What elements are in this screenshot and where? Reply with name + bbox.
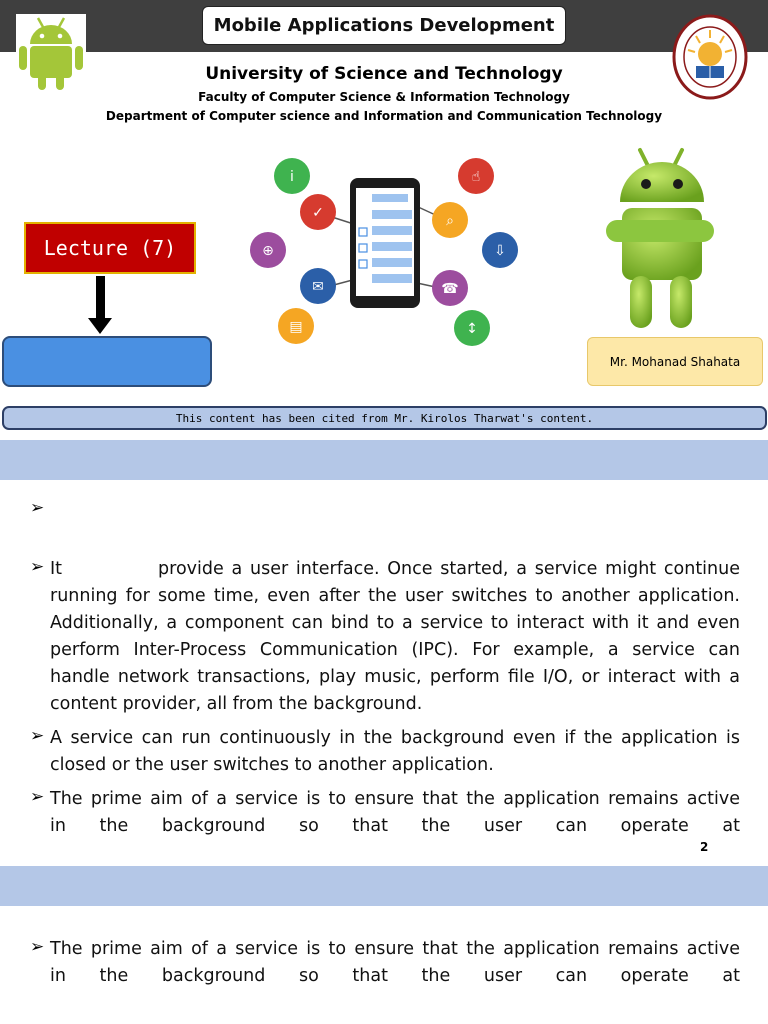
bullet-text: perform Inter-Process Communication (IPC). For example, a service can bbox=[50, 640, 740, 660]
svg-text:⊕: ⊕ bbox=[262, 243, 274, 259]
bullet-text: at bbox=[722, 966, 740, 986]
svg-text:▤: ▤ bbox=[289, 319, 303, 335]
bullet-text: in the background so that the user can operate bbox=[50, 816, 689, 836]
lecture-label: Lecture (7) bbox=[24, 222, 196, 274]
bullet-text: at bbox=[722, 816, 740, 836]
bullet-text: running for some time, even after the user switches to another application. bbox=[50, 586, 740, 606]
citation-note: This content has been cited from Mr. Kirolos Tharwat's content. bbox=[2, 406, 767, 430]
bullet-arrow-icon: ➢ bbox=[30, 787, 45, 807]
bullet-arrow-icon: ➢ bbox=[30, 726, 45, 746]
svg-text:✓: ✓ bbox=[312, 205, 324, 221]
svg-text:☝: ☝ bbox=[471, 169, 481, 185]
department-name: Department of Computer science and Information and Communication Technology bbox=[105, 109, 663, 123]
page-number: 2 bbox=[700, 840, 709, 854]
svg-text:⇩: ⇩ bbox=[494, 243, 506, 259]
arrow-down-icon bbox=[96, 276, 105, 322]
bullet-paragraph-3 bbox=[50, 786, 740, 840]
bullet-text: It bbox=[50, 559, 63, 579]
svg-text:⌕: ⌕ bbox=[446, 213, 454, 229]
course-title: Mobile Applications Development bbox=[202, 6, 566, 45]
bullet-paragraph-3-repeat bbox=[50, 936, 740, 990]
author-name: Mr. Mohanad Shahata bbox=[587, 337, 763, 386]
bullet-text: in the background so that the user can operate bbox=[50, 966, 689, 986]
bullet-text: provide a user interface. Once started, a service might continue bbox=[158, 559, 740, 579]
bullet-text: Additionally, a component can bind to a service to interact with it and even bbox=[50, 613, 740, 633]
topic-box bbox=[2, 336, 212, 387]
faculty-name: Faculty of Computer Science & Information Technology bbox=[198, 90, 570, 104]
bullet-text: closed or the user switches to another application. bbox=[50, 755, 494, 775]
bullet-text: handle network transactions, play music, perform file I/O, or interact with a bbox=[50, 667, 740, 687]
svg-text:✉: ✉ bbox=[312, 279, 324, 295]
bullet-text: A service can run continuously in the background even if the application is bbox=[50, 728, 740, 748]
bullet-arrow-icon: ➢ bbox=[30, 498, 45, 518]
android-mascot-icon bbox=[600, 140, 720, 335]
university-seal-icon bbox=[672, 14, 748, 100]
bullet-text: The prime aim of a service is to ensure that the application remains active bbox=[50, 789, 740, 809]
bullet-text: The prime aim of a service is to ensure that the application remains active bbox=[50, 939, 740, 959]
smartphone-apps-illustration bbox=[244, 150, 530, 354]
section-header-band bbox=[0, 440, 768, 480]
section-header-band bbox=[0, 866, 768, 906]
bullet-arrow-icon: ➢ bbox=[30, 557, 45, 577]
university-name: University of Science and Technology bbox=[205, 64, 563, 84]
bullet-paragraph-2 bbox=[50, 725, 740, 779]
bullet-arrow-icon: ➢ bbox=[30, 937, 45, 957]
svg-text:i: i bbox=[290, 169, 294, 185]
svg-text:☎: ☎ bbox=[441, 281, 459, 297]
svg-text:↕: ↕ bbox=[466, 321, 478, 337]
arrow-head-icon bbox=[88, 318, 112, 334]
bullet-text: content provider, all from the background. bbox=[50, 694, 423, 714]
bullet-paragraph-1 bbox=[50, 556, 740, 718]
